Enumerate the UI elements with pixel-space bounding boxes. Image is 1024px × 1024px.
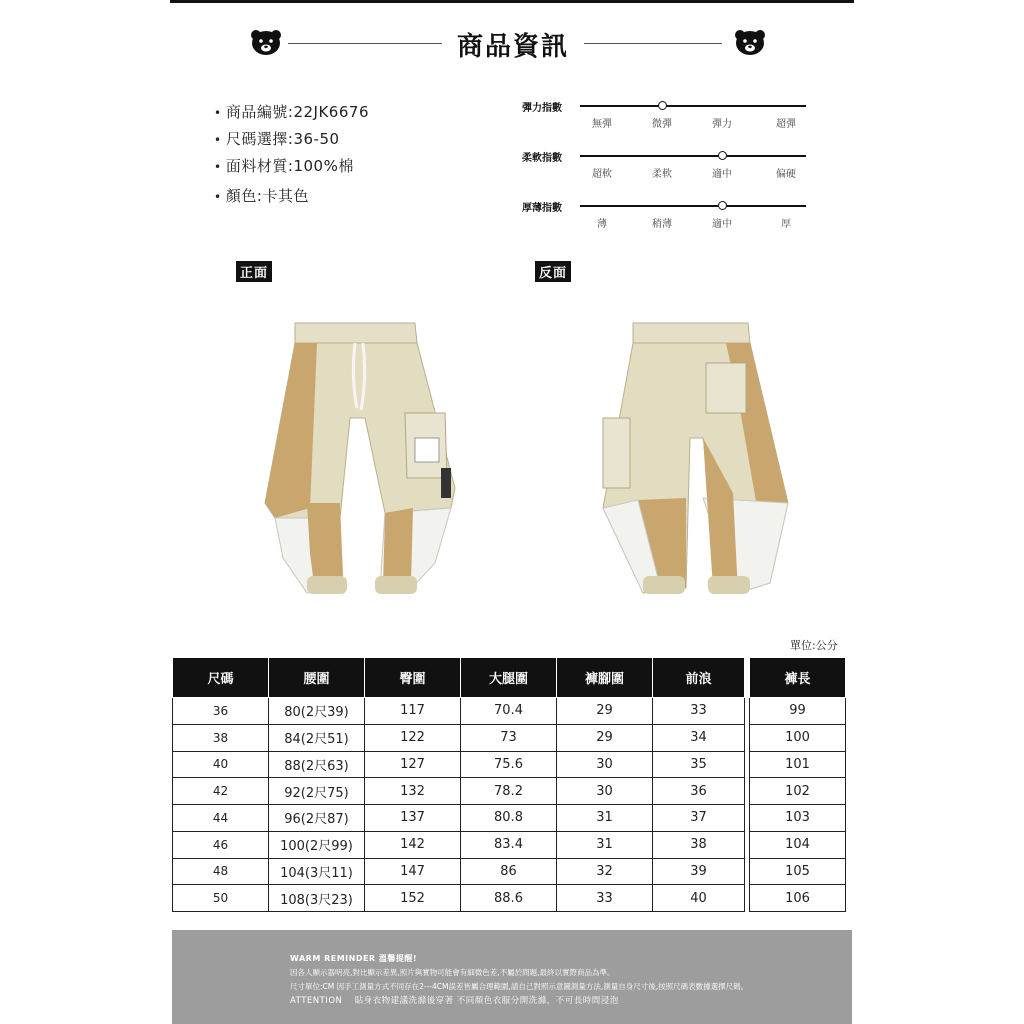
- table-cell: 105: [750, 858, 846, 885]
- table-cell: 104(3尺11): [269, 858, 365, 885]
- table-cell: 38: [653, 831, 745, 858]
- pants-back-image: [598, 318, 793, 603]
- table-cell: 40: [653, 885, 745, 912]
- table-cell: 80.8: [461, 805, 557, 832]
- table-cell: 152: [365, 885, 461, 912]
- table-cell: 96(2尺87): [269, 805, 365, 832]
- table-cell: 50: [173, 885, 269, 912]
- index-tick: 偏硬: [776, 169, 796, 180]
- table-cell: 83.4: [461, 831, 557, 858]
- fabric-material: • 面料材質:100%棉: [214, 154, 369, 181]
- col-header-waist: 腰圍: [269, 658, 365, 698]
- table-cell: 39: [653, 858, 745, 885]
- index-tick: 超軟: [592, 169, 612, 180]
- col-header-size: 尺碼: [173, 658, 269, 698]
- table-cell: 132: [365, 778, 461, 805]
- table-row: [173, 885, 846, 912]
- table-cell: 137: [365, 805, 461, 832]
- bear-logo-icon: [734, 28, 766, 56]
- reminder-line: 因各人顯示器明亮,對比顯示差異,照片與實物可能會有細微色差,不屬於問題,最終以實際商品為準。: [290, 968, 615, 977]
- color: • 顏色:卡其色: [214, 184, 369, 211]
- bear-logo-icon: [250, 28, 282, 56]
- index-bar: [580, 205, 806, 207]
- col-header-length: 褲長: [750, 658, 846, 698]
- size-table: [172, 657, 846, 912]
- table-cell: 29: [557, 724, 653, 751]
- table-cell: 84(2尺51): [269, 724, 365, 751]
- table-cell: 103: [750, 805, 846, 832]
- col-header-hem: 褲腳圍: [557, 658, 653, 698]
- index-marker: [718, 201, 727, 210]
- table-cell: 142: [365, 831, 461, 858]
- index-tick: 稍薄: [652, 219, 672, 230]
- table-cell: 102: [750, 778, 846, 805]
- col-header-front-rise: 前浪: [653, 658, 745, 698]
- table-cell: 35: [653, 751, 745, 778]
- col-header-thigh: 大腿圍: [461, 658, 557, 698]
- softness-index: [522, 146, 812, 196]
- index-tick: 適中: [712, 219, 732, 230]
- table-row: [173, 724, 846, 751]
- index-bar: [580, 105, 806, 107]
- table-cell: 38: [173, 724, 269, 751]
- table-row: [173, 805, 846, 832]
- pants-front-image: [255, 318, 460, 603]
- index-tick: 微彈: [652, 119, 672, 130]
- index-marker: [718, 151, 727, 160]
- table-header-row: [173, 658, 846, 698]
- index-tick: 適中: [712, 169, 732, 180]
- page-title: 商品資訊: [442, 26, 584, 63]
- table-cell: 100: [750, 724, 846, 751]
- table-cell: 36: [653, 778, 745, 805]
- table-cell: 36: [173, 698, 269, 725]
- table-row: [173, 778, 846, 805]
- index-tick: 無彈: [592, 119, 612, 130]
- table-row: [173, 858, 846, 885]
- back-view-tag: 反面: [535, 261, 571, 282]
- table-cell: 29: [557, 698, 653, 725]
- table-cell: 37: [653, 805, 745, 832]
- table-row: [173, 751, 846, 778]
- table-cell: 73: [461, 724, 557, 751]
- reminder-line: 尺寸單位:CM 因手工測量方式不同存在2---4CM誤差皆屬合理範圍,請自己對照示意圖測量方法,測量自身尺寸後,按照尺碼表數據選擇尺碼。: [290, 982, 749, 991]
- index-label: 柔軟指數: [522, 153, 562, 164]
- table-cell: 78.2: [461, 778, 557, 805]
- reminder-heading: WARM REMINDER 溫馨提醒!: [290, 954, 418, 963]
- product-info-list: [214, 100, 369, 211]
- section-header: [170, 22, 854, 64]
- table-row: [173, 831, 846, 858]
- table-cell: 104: [750, 831, 846, 858]
- index-tick: 超彈: [776, 119, 796, 130]
- table-cell: 33: [557, 885, 653, 912]
- table-cell: 30: [557, 751, 653, 778]
- thickness-index: [522, 196, 812, 246]
- table-cell: 86: [461, 858, 557, 885]
- index-tick: 彈力: [712, 119, 732, 130]
- elasticity-index: [522, 96, 812, 146]
- table-cell: 31: [557, 831, 653, 858]
- table-cell: 117: [365, 698, 461, 725]
- col-header-hip: 臀圍: [365, 658, 461, 698]
- size-range: • 尺碼選擇:36-50: [214, 127, 369, 154]
- fabric-indices: [522, 96, 812, 246]
- index-tick: 厚: [781, 219, 791, 230]
- table-cell: 106: [750, 885, 846, 912]
- index-label: 彈力指數: [522, 103, 562, 114]
- table-cell: 122: [365, 724, 461, 751]
- table-cell: 75.6: [461, 751, 557, 778]
- warm-reminder: [172, 930, 852, 1024]
- table-cell: 108(3尺23): [269, 885, 365, 912]
- table-cell: 48: [173, 858, 269, 885]
- table-cell: 46: [173, 831, 269, 858]
- table-cell: 32: [557, 858, 653, 885]
- table-cell: 31: [557, 805, 653, 832]
- table-cell: 101: [750, 751, 846, 778]
- index-tick: 薄: [597, 219, 607, 230]
- table-cell: 70.4: [461, 698, 557, 725]
- table-cell: 99: [750, 698, 846, 725]
- header-line-right: [576, 43, 722, 44]
- index-bar: [580, 155, 806, 157]
- table-cell: 92(2尺75): [269, 778, 365, 805]
- product-code: • 商品編號:22JK6676: [214, 100, 369, 127]
- table-cell: 80(2尺39): [269, 698, 365, 725]
- top-rule: [170, 0, 854, 3]
- table-row: [173, 698, 846, 725]
- table-cell: 42: [173, 778, 269, 805]
- front-view-tag: 正面: [236, 261, 272, 282]
- table-cell: 44: [173, 805, 269, 832]
- table-cell: 88.6: [461, 885, 557, 912]
- table-cell: 33: [653, 698, 745, 725]
- table-cell: 40: [173, 751, 269, 778]
- table-cell: 34: [653, 724, 745, 751]
- table-cell: 30: [557, 778, 653, 805]
- reminder-attention: ATTENTION 貼身衣物建議洗滌後穿著 不同顏色衣服分開洗滌，不可長時間浸泡: [290, 996, 619, 1006]
- table-cell: 127: [365, 751, 461, 778]
- index-marker: [658, 101, 667, 110]
- table-cell: 147: [365, 858, 461, 885]
- table-cell: 88(2尺63): [269, 751, 365, 778]
- table-unit: 單位:公分: [790, 639, 838, 652]
- index-tick: 柔軟: [652, 169, 672, 180]
- index-label: 厚薄指數: [522, 203, 562, 214]
- table-cell: 100(2尺99): [269, 831, 365, 858]
